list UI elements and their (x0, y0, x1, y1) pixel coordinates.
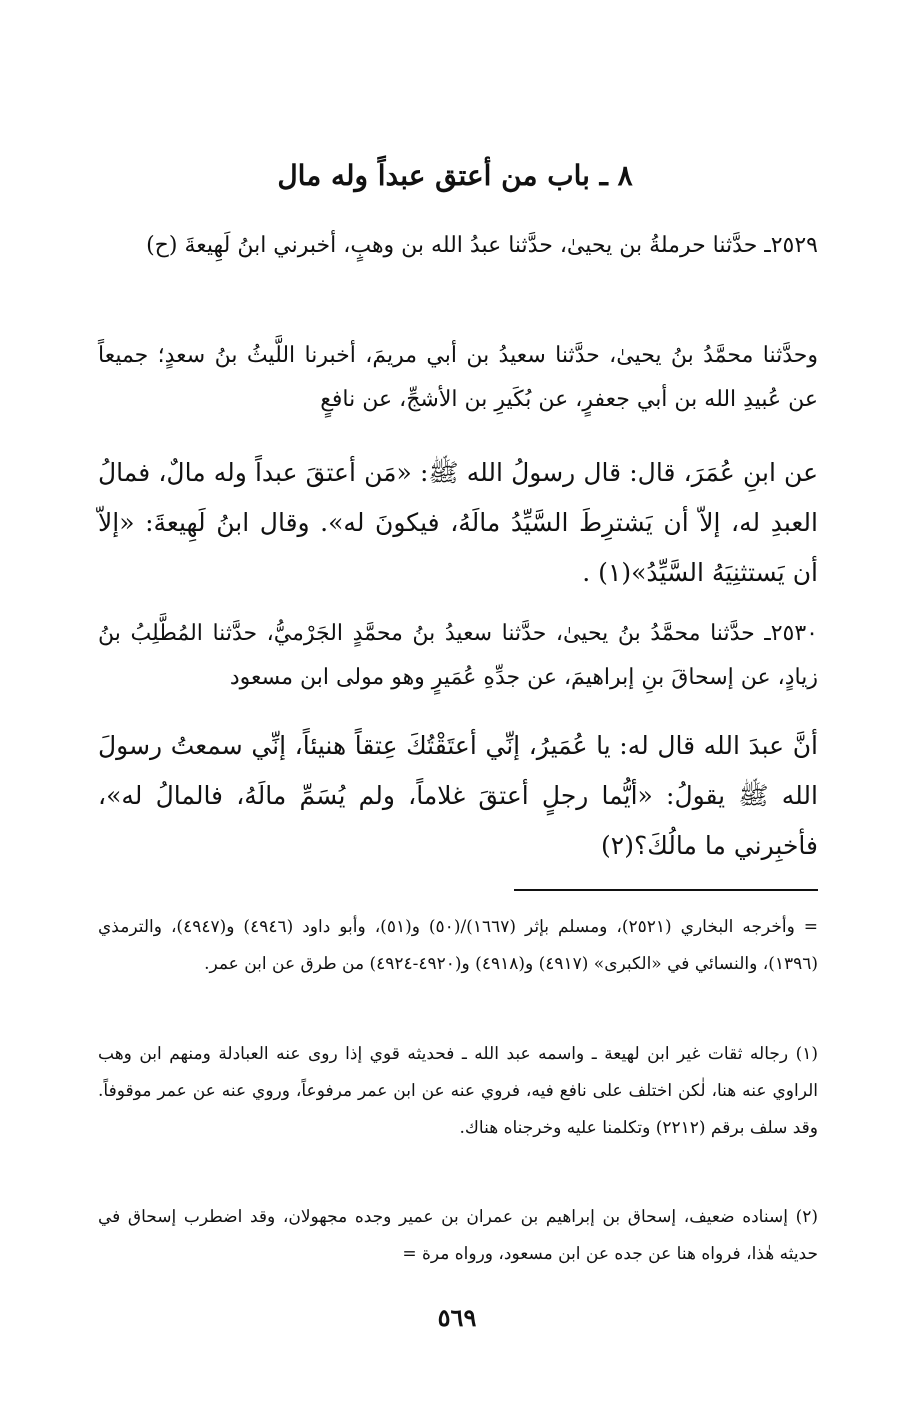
hadith-2530-isnad: ٢٥٣٠ـ حدَّثنا محمَّدُ بنُ يحيىٰ، حدَّثنا سعيدُ بنُ محمَّدٍ الجَرْميُّ، حدَّثنا المُطَّلِبُ بنُ زيادٍ، عن إسحاقَ بنِ إبراهيمَ، عن جدِّهِ عُمَيرٍ وهو مولى ابن مسعود (98, 621, 818, 690)
hadith-2529-isnad-first: ٢٥٢٩ـ حدَّثنا حرملةُ بن يحيىٰ، حدَّثنا عبدُ الله بن وهبٍ، أخبرني ابنُ لَهِيعةَ (ح) (146, 233, 818, 258)
footnote-1: (١) رجاله ثقات غير ابن لهيعة ـ واسمه عبد الله ـ فحديثه قوي إذا روى عنه العبادلة ومنهم ابن وهب الراوي عنه هنا، لٰكن اختلف على نافع فيه، فروي عنه عن ابن عمر مرفوعاً، وروي عنه عن عمر موقوفاً. وقد سلف برقم (٢٢١٢) وتكلمنا عليه وخرجناه هناك. (98, 1044, 818, 1138)
page-number: ٥٦٩ (437, 1303, 477, 1332)
footnote-divider (514, 889, 818, 891)
hadith-2529-isnad-second: وحدَّثنا محمَّدُ بنُ يحيىٰ، حدَّثنا سعيدُ بن أبي مريمَ، أخبرنا اللَّيثُ بنُ سعدٍ؛ جميعاً عن عُبيدِ الله بن أبي جعفرٍ، عن بُكَيرِ بن الأشجِّ، عن نافعٍ (98, 343, 818, 412)
chapter-title: ٨ ـ باب من أعتق عبداً وله مال (277, 159, 633, 192)
footnote-continuation: = وأخرجه البخاري (٢٥٢١)، ومسلم بإثر (١٦٦٧)/(٥٠) و(٥١)، وأبو داود (٤٩٤٦) و(٤٩٤٧)، والترمذي (١٣٩٦)، والنسائي في «الكبرى» (٤٩١٧) و(٤٩١٨) و(٤٩٢٠-٤٩٢٤) من طرق عن ابن عمر. (98, 917, 818, 974)
hadith-2530-matn: أنَّ عبدَ الله قال له: يا عُمَيرُ، إنِّي أعتَقْتُكَ عِتقاً هنيئاً، إنِّي سمعتُ رسولَ الله ﷺ يقولُ: «أيُّما رجلٍ أعتقَ غلاماً، ولم يُسَمِّ مالَهُ، فالمالُ له»، فأخبِرني ما مالُكَ؟(٢) (98, 731, 818, 860)
footnote-2: (٢) إسناده ضعيف، إسحاق بن إبراهيم بن عمران بن عمير وجده مجهولان، وقد اضطرب إسحاق في حديثه هٰذا، فرواه هنا عن جده عن ابن مسعود، ورواه مرة = (98, 1207, 818, 1264)
hadith-2529-matn: عن ابنِ عُمَرَ، قال: قال رسولُ الله ﷺ: «مَن أعتقَ عبداً وله مالٌ، فمالُ العبدِ له، إلاّ أن يَشترِطَ السَّيِّدُ مالَهُ، فيكونَ له». وقال ابنُ لَهِيعةَ: «إلاّ أن يَستثنِيَهُ السَّيِّدُ»(١) . (98, 458, 818, 587)
